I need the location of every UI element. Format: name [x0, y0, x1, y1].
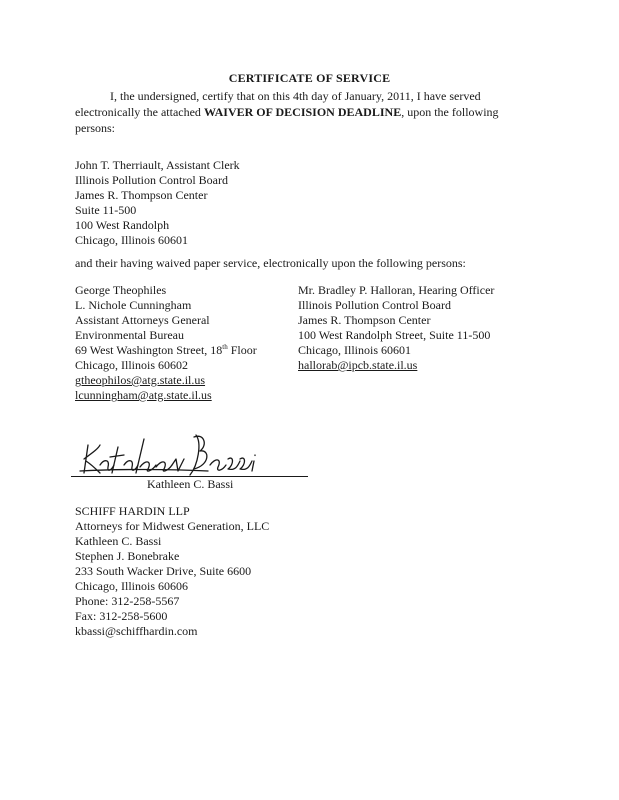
address-line: John T. Therriault, Assistant Clerk: [75, 158, 240, 172]
address-line: 100 West Randolph: [75, 218, 170, 232]
firm-line: Attorneys for Midwest Generation, LLC: [75, 519, 270, 533]
signer-printed-name: Kathleen C. Bassi: [147, 477, 234, 491]
email-link[interactable]: hallorab@ipcb.state.il.us: [298, 358, 418, 372]
firm-line: Stephen J. Bonebrake: [75, 549, 180, 563]
handwritten-signature: [78, 425, 263, 480]
email-link[interactable]: lcunningham@atg.state.il.us: [75, 388, 212, 402]
firm-line: 233 South Wacker Drive, Suite 6600: [75, 564, 252, 578]
street-text: 69 West Washington Street, 18: [75, 343, 223, 357]
address-line: Mr. Bradley P. Halloran, Hearing Officer: [298, 283, 495, 297]
firm-name: SCHIFF HARDIN LLP: [75, 504, 190, 518]
address-line: Illinois Pollution Control Board: [298, 298, 452, 312]
address-line: Environmental Bureau: [75, 328, 184, 342]
document-title: CERTIFICATE OF SERVICE: [228, 71, 391, 85]
clerk-address-block: [75, 158, 240, 248]
certification-paragraph: [75, 88, 515, 136]
address-line: Illinois Pollution Control Board: [75, 173, 229, 187]
firm-line: Chicago, Illinois 60606: [75, 579, 188, 593]
firm-line: Kathleen C. Bassi: [75, 534, 162, 548]
address-line: Chicago, Illinois 60601: [298, 343, 411, 357]
waived-service-statement: and their having waived paper service, electronically upon the following persons:: [75, 256, 466, 270]
hearing-officer-address-block: [298, 283, 494, 373]
firm-fax: Fax: 312-258-5600: [75, 609, 168, 623]
address-line: James R. Thompson Center: [75, 188, 208, 202]
address-line: L. Nichole Cunningham: [75, 298, 192, 312]
law-firm-signature-block: [75, 504, 269, 639]
street-floor: Floor: [227, 343, 257, 357]
ordinal-suffix: th: [222, 343, 228, 351]
street-address-line: [75, 343, 257, 358]
firm-email[interactable]: kbassi@schiffhardin.com: [75, 624, 198, 638]
address-line: Chicago, Illinois 60602: [75, 358, 188, 372]
firm-phone: Phone: 312-258-5567: [75, 594, 180, 608]
address-line: James R. Thompson Center: [298, 313, 431, 327]
address-line: 100 West Randolph Street, Suite 11-500: [298, 328, 491, 342]
address-line: Chicago, Illinois 60601: [75, 233, 188, 247]
address-line: Assistant Attorneys General: [75, 313, 210, 327]
certification-text-after: , upon the following persons:: [75, 105, 499, 135]
served-document-name: WAIVER OF DECISION DEADLINE: [203, 105, 402, 119]
address-line: Suite 11-500: [75, 203, 137, 217]
certification-text-before: I, the undersigned, certify that on this 4th day of January, 2011, I have served electronically the attached: [75, 89, 481, 119]
attorney-general-address-block: [75, 283, 257, 403]
address-line: George Theophiles: [75, 283, 167, 297]
email-link[interactable]: gtheophilos@atg.state.il.us: [75, 373, 206, 387]
